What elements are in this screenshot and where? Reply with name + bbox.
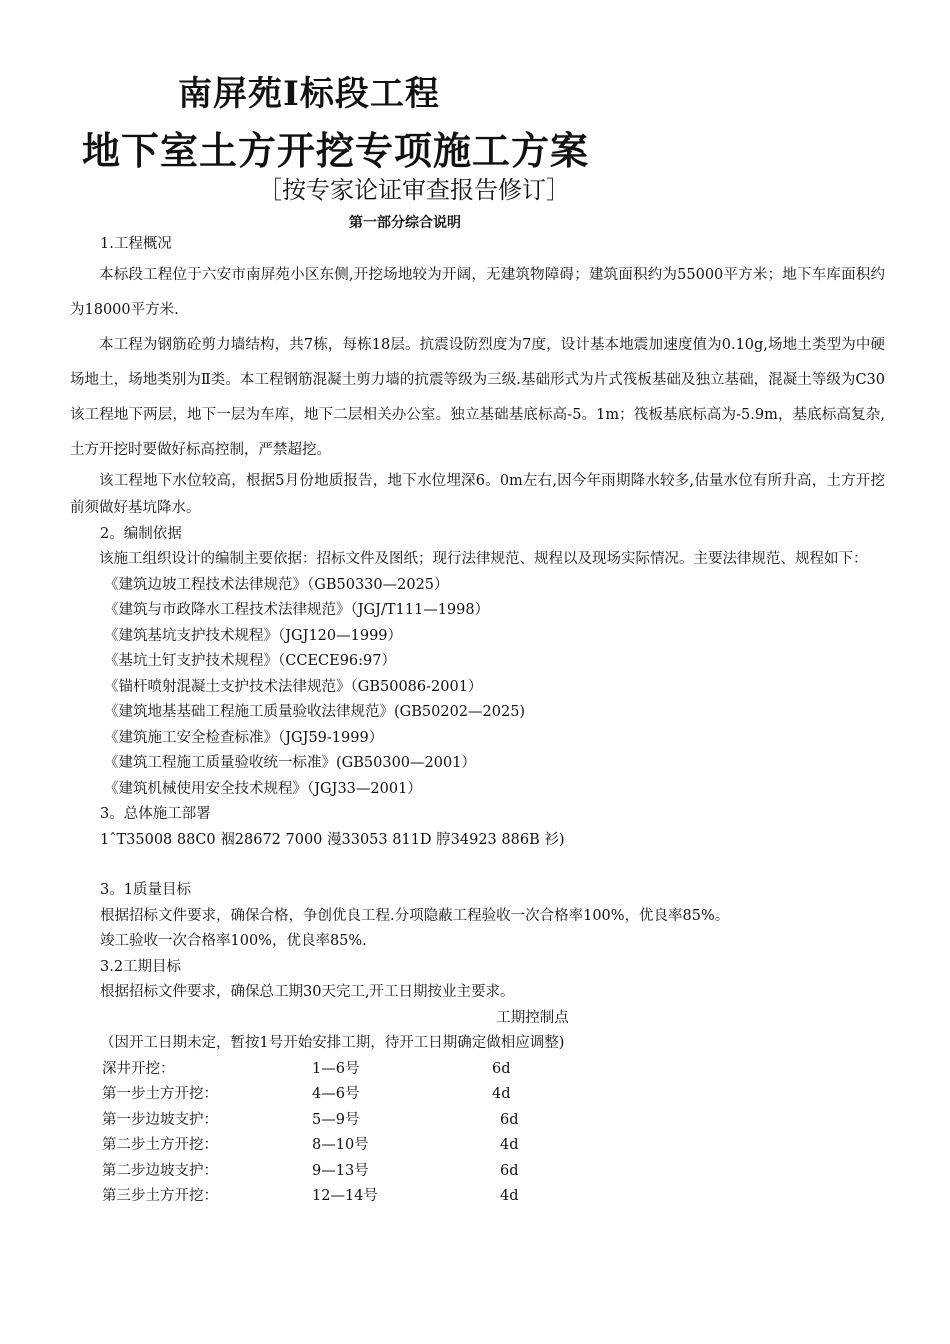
standard-item: 《建筑基坑支护技术规程》（JGJ120—1999）	[104, 627, 403, 644]
standard-item: 《锚杆喷射混凝土支护技术法律规范》（GB50086-2001）	[104, 678, 483, 695]
schedule-heading: 3.2工期目标	[100, 958, 182, 975]
standard-item: 《建筑边坡工程技术法律规范》（GB50330—2025）	[104, 576, 449, 593]
schedule-task: 深井开挖：	[102, 1060, 175, 1077]
quality-line: 竣工验收一次合格率100%，优良率85%.	[100, 933, 367, 949]
quality-line: 根据招标文件要求，确保合格，争创优良工程.分项隐蔽工程验收一次合格率100%，优良率85%。	[100, 907, 730, 924]
section1-paragraph: 该工程地下水位较高，根据5月份地质报告，地下水位埋深6。0m左右,因今年雨期降水较多,估量水位有所升高，土方开挖前须做好基坑降水。	[70, 472, 885, 516]
part-title: 第一部分综合说明	[349, 215, 461, 231]
schedule-task: 第一步边坡支护：	[102, 1111, 218, 1128]
schedule-row	[70, 1108, 885, 1134]
schedule-dates: 8—10号	[312, 1137, 369, 1153]
schedule-dates: 5—9号	[312, 1111, 360, 1128]
schedule-duration: 6d	[492, 1060, 511, 1077]
section1-heading: 1.工程概况	[100, 236, 172, 252]
schedule-duration: 4d	[500, 1137, 519, 1153]
schedule-row	[70, 1184, 885, 1210]
section2-intro: 该施工组织设计的编制主要依据：招标文件及图纸；现行法律规范、规程以及现场实际情况。主要法律规范、规程如下：	[99, 551, 868, 567]
standard-item: 《建筑机械使用安全技术规程》（JGJ33—2001）	[104, 780, 422, 797]
section3-garbled-line: 1ˆT35008 88C0 裀28672 7000 漫33053 811D 脝34923 886B 衫)	[100, 831, 565, 848]
schedule-dates: 4—6号	[312, 1086, 360, 1102]
section2-heading: 2。编制依据	[100, 525, 182, 542]
section1-paragraph: 本标段工程位于六安市南屏苑小区东侧,开挖场地较为开阔，无建筑物障碍；建筑面积约为55000平方米；地下车库面积约为18000平方米.	[70, 266, 885, 318]
standard-item: 《建筑工程施工质量验收统一标准》(GB50300—2001）	[104, 755, 476, 771]
schedule-dates: 1—6号	[312, 1060, 360, 1077]
schedule-task: 第一步土方开挖：	[102, 1086, 218, 1102]
schedule-duration: 6d	[500, 1162, 519, 1179]
schedule-task: 第二步土方开挖：	[102, 1137, 218, 1153]
schedule-task: 第三步土方开挖：	[102, 1188, 218, 1204]
doc-title-line1: 南屏苑Ⅰ标段工程	[178, 74, 440, 114]
schedule-row	[70, 1133, 885, 1159]
section3-heading: 3。总体施工部署	[100, 806, 211, 822]
schedule-dates: 9—13号	[312, 1162, 369, 1179]
schedule-note: （因开工日期未定，暂按1号开始安排工期，待开工日期确定做相应调整)	[100, 1035, 565, 1051]
section1-paragraph: 本工程为钢筋砼剪力墙结构，共7栋，每栋18层。抗震设防烈度为7度，设计基本地震加速度值为0.10g,场地土类型为中硬场地土，场地类别为Ⅱ类。本工程钢筋混凝土剪力墙的抗震等级为三级.基础形式为片式筏板基础及独立基础，混凝土等级为C30该工程地下两层，地下一层为车库，地下二层相关办公室。独立基础基底标高-5。1m；筏板基底标高为-5.9m，基底标高复杂,土方开挖时要做好标高控制，严禁超挖。	[70, 336, 885, 458]
schedule-table-title: 工期控制点	[496, 1009, 569, 1026]
doc-title-line2: 地下室土方开挖专项施工方案	[82, 128, 590, 173]
standard-item: 《建筑与市政降水工程技术法律规范》（JGJ/T111—1998）	[104, 602, 490, 618]
schedule-task: 第二步边坡支护：	[102, 1162, 218, 1179]
document-body	[70, 232, 885, 1210]
schedule-line: 根据招标文件要求，确保总工期30天完工,开工日期按业主要求。	[100, 984, 515, 1000]
quality-heading: 3。1质量目标	[100, 882, 191, 898]
standard-item: 《建筑施工安全检查标准》（JGJ59-1999）	[104, 729, 384, 746]
standard-item: 《建筑地基基础工程施工质量验收法律规范》(GB50202—2025)	[104, 704, 526, 720]
schedule-row	[70, 1159, 885, 1185]
doc-subtitle: ［按专家论证审查报告修订］	[258, 176, 570, 204]
schedule-duration: 6d	[500, 1111, 519, 1128]
schedule-dates: 12—14号	[312, 1188, 378, 1204]
schedule-row	[70, 1057, 885, 1083]
schedule-row	[70, 1082, 885, 1108]
standard-item: 《基坑土钉支护技术规程》（CCECE96:97）	[104, 653, 396, 669]
schedule-duration: 4d	[500, 1188, 519, 1204]
schedule-duration: 4d	[492, 1086, 511, 1102]
spacer	[70, 853, 885, 878]
